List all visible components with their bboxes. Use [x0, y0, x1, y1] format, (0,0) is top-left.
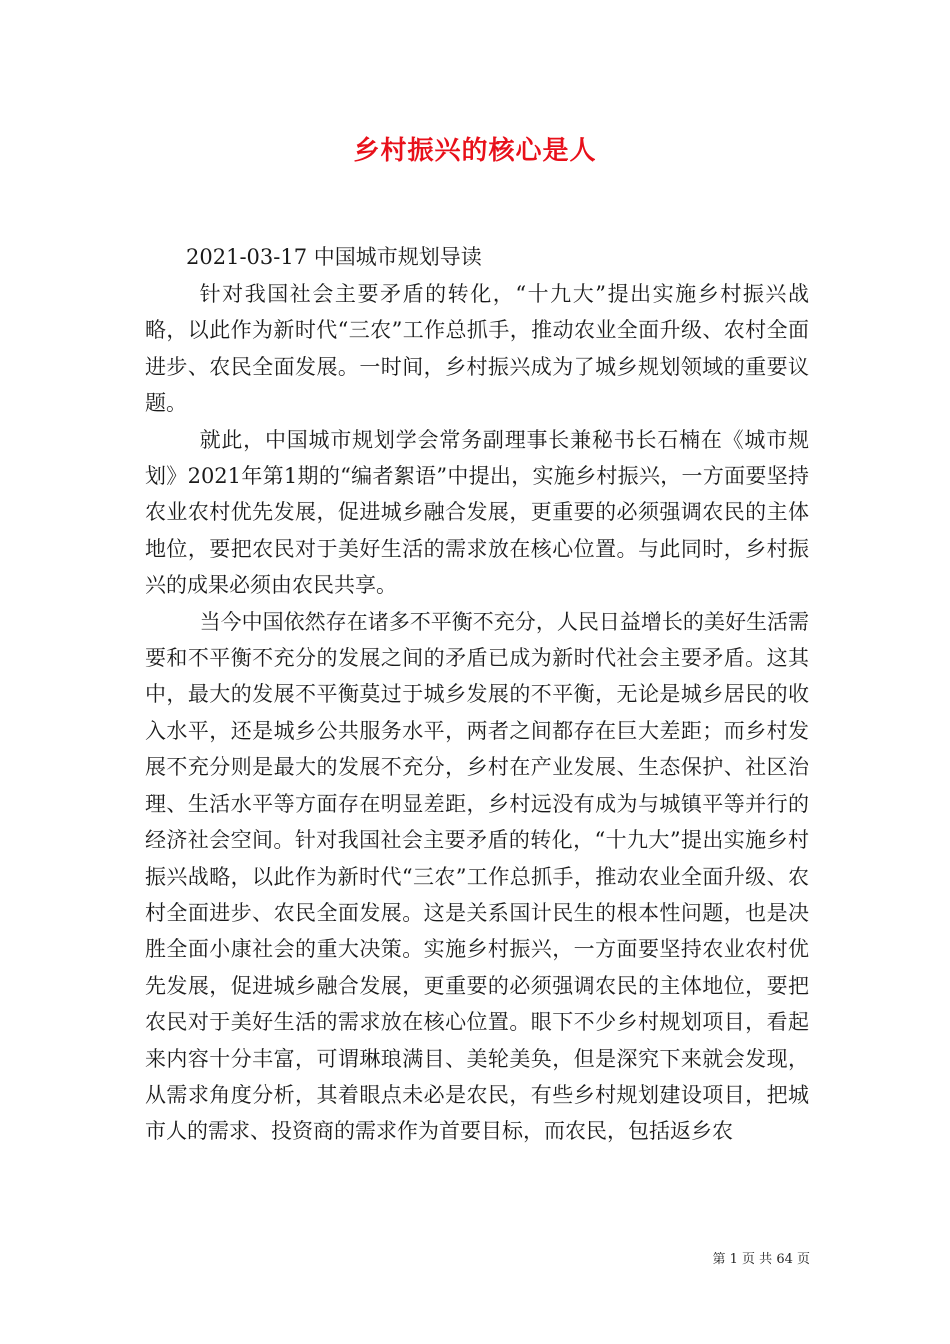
date-source-line: 2021-03-17 中国城市规划导读	[186, 245, 482, 269]
paragraph: 当今中国依然存在诸多不平衡不充分，人民日益增长的美好生活需要和不平衡不充分的发展之间的矛盾已成为新时代社会主要矛盾。这其中，最大的发展不平衡莫过于城乡发展的不平衡，无论是城乡居民的收入水平，还是城乡公共服务水平，两者之间都存在巨大差距；而乡村发展不充分则是最大的发展不充分，乡村在产业发展、生态保护、社区治理、生活水平等方面存在明显差距，乡村远没有成为与城镇平等并行的经济社会空间。针对我国社会主要矛盾的转化，“十九大”提出实施乡村振兴战略，以此作为新时代“三农”工作总抓手，推动农业全面升级、农村全面进步、农民全面发展。这是关系国计民生的根本性问题，也是决胜全面小康社会的重大决策。实施乡村振兴，一方面要坚持农业农村优先发展，促进城乡融合发展，更重要的必须强调农民的主体地位，要把农民对于美好生活的需求放在核心位置。眼下不少乡村规划项目，看起来内容十分丰富，可谓琳琅满目、美轮美奂，但是深究下来就会发现，从需求角度分析，其着眼点未必是农民，有些乡村规划建设项目，把城市人的需求、投资商的需求作为首要目标，而农民，包括返乡农	[145, 609, 809, 1144]
page-number: 第 1 页 共 64 页	[712, 1252, 810, 1267]
document-title: 乡村振兴的核心是人	[353, 136, 597, 166]
article-body	[145, 276, 809, 1150]
paragraph: 针对我国社会主要矛盾的转化，“十九大”提出实施乡村振兴战略，以此作为新时代“三农”工作总抓手，推动农业全面升级、农村全面进步、农民全面发展。一时间，乡村振兴成为了城乡规划领域的重要议题。	[145, 282, 809, 416]
paragraph: 就此，中国城市规划学会常务副理事长兼秘书长石楠在《城市规划》2021年第1期的“编者絮语”中提出，实施乡村振兴，一方面要坚持农业农村优先发展，促进城乡融合发展，更重要的必须强调农民的主体地位，要把农民对于美好生活的需求放在核心位置。与此同时，乡村振兴的成果必须由农民共享。	[145, 427, 809, 598]
